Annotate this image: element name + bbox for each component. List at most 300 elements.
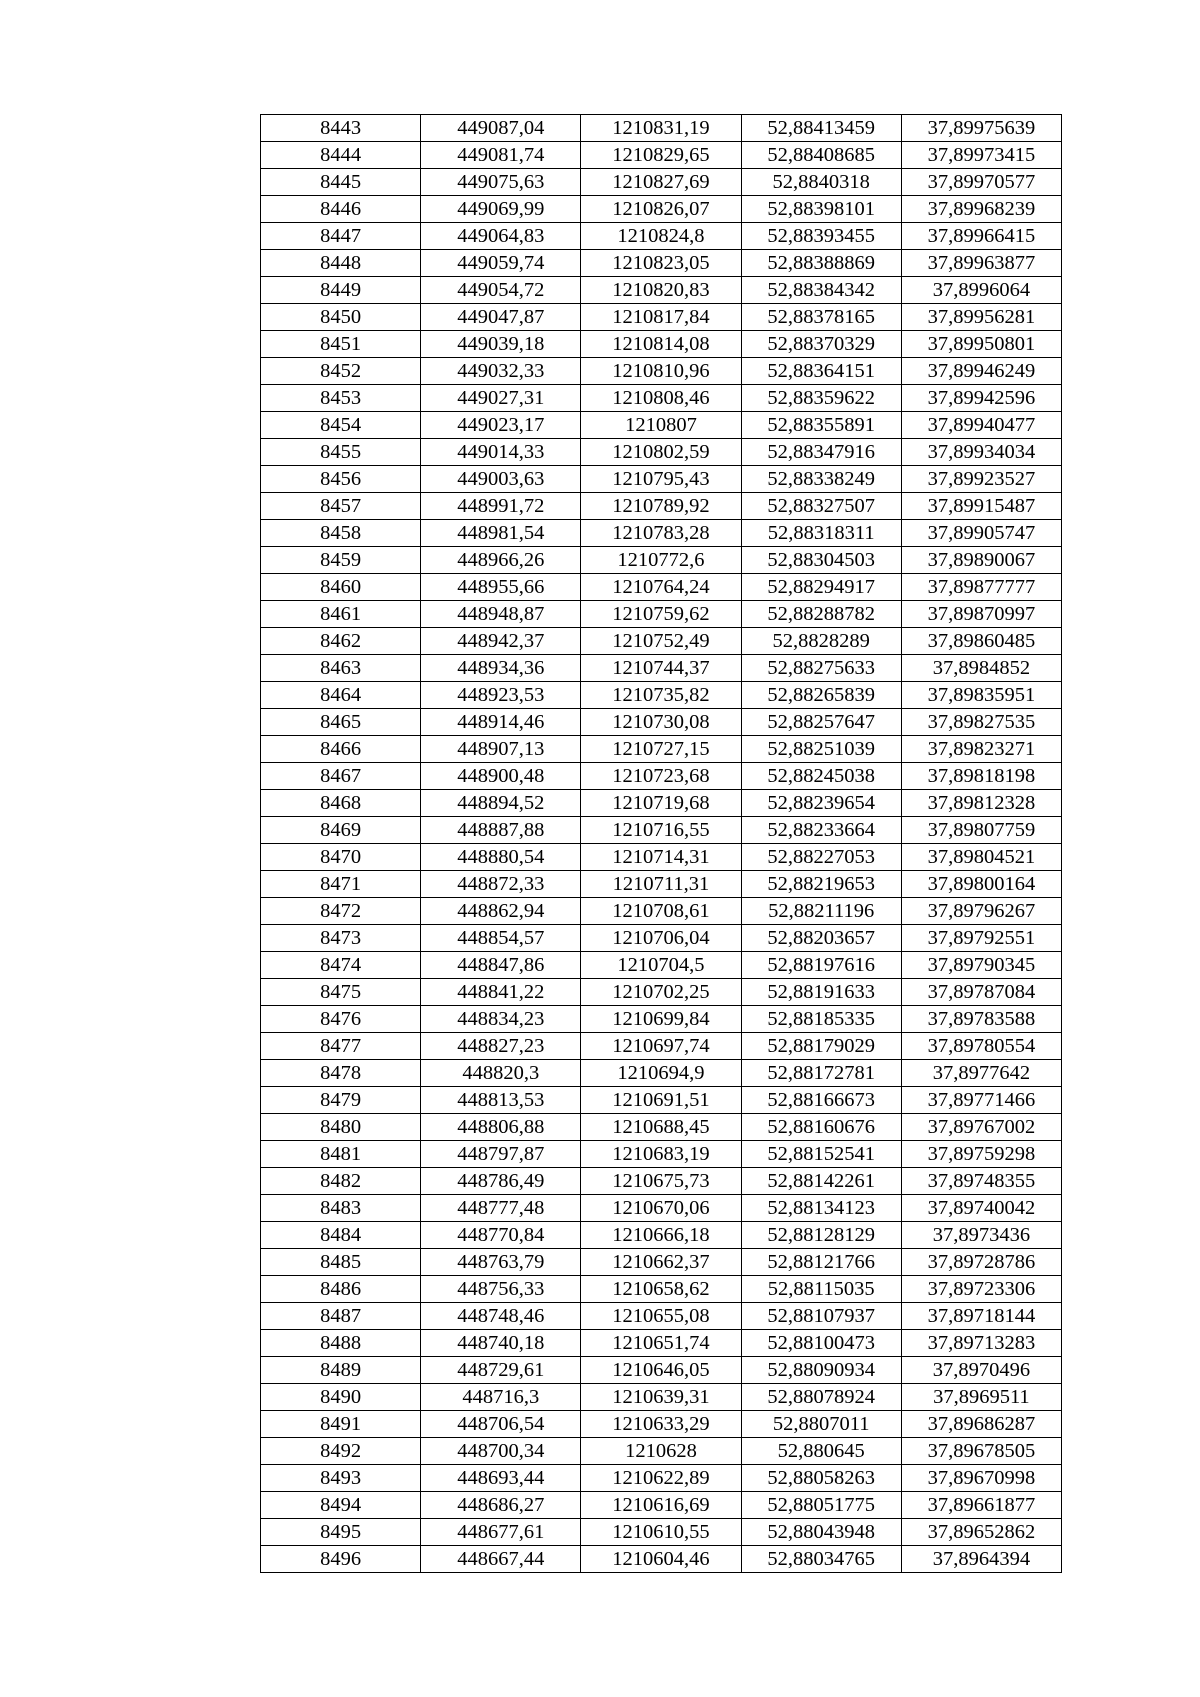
y-coordinate-cell: 1210610,55 [581, 1519, 741, 1546]
x-coordinate-cell: 448797,87 [421, 1141, 581, 1168]
table-row [261, 1060, 1062, 1087]
x-coordinate-cell: 448948,87 [421, 601, 581, 628]
latitude-cell: 52,88211196 [741, 898, 901, 925]
point-number-cell: 8457 [261, 493, 421, 520]
point-number-cell: 8454 [261, 412, 421, 439]
latitude-cell: 52,88257647 [741, 709, 901, 736]
point-number-cell: 8472 [261, 898, 421, 925]
table-row [261, 844, 1062, 871]
table-row [261, 1141, 1062, 1168]
point-number-cell: 8449 [261, 277, 421, 304]
longitude-cell: 37,89740042 [901, 1195, 1061, 1222]
latitude-cell: 52,88107937 [741, 1303, 901, 1330]
x-coordinate-cell: 449027,31 [421, 385, 581, 412]
point-number-cell: 8487 [261, 1303, 421, 1330]
x-coordinate-cell: 448820,3 [421, 1060, 581, 1087]
table-row [261, 601, 1062, 628]
longitude-cell: 37,89905747 [901, 520, 1061, 547]
table-row [261, 304, 1062, 331]
x-coordinate-cell: 448862,94 [421, 898, 581, 925]
longitude-cell: 37,89686287 [901, 1411, 1061, 1438]
x-coordinate-cell: 448887,88 [421, 817, 581, 844]
longitude-cell: 37,89728786 [901, 1249, 1061, 1276]
latitude-cell: 52,88160676 [741, 1114, 901, 1141]
y-coordinate-cell: 1210795,43 [581, 466, 741, 493]
point-number-cell: 8489 [261, 1357, 421, 1384]
table-row [261, 1330, 1062, 1357]
y-coordinate-cell: 1210752,49 [581, 628, 741, 655]
latitude-cell: 52,88128129 [741, 1222, 901, 1249]
point-number-cell: 8477 [261, 1033, 421, 1060]
x-coordinate-cell: 449032,33 [421, 358, 581, 385]
point-number-cell: 8470 [261, 844, 421, 871]
table-row [261, 358, 1062, 385]
longitude-cell: 37,8973436 [901, 1222, 1061, 1249]
x-coordinate-cell: 448686,27 [421, 1492, 581, 1519]
longitude-cell: 37,89678505 [901, 1438, 1061, 1465]
point-number-cell: 8479 [261, 1087, 421, 1114]
table-row [261, 1087, 1062, 1114]
latitude-cell: 52,88388869 [741, 250, 901, 277]
latitude-cell: 52,88058263 [741, 1465, 901, 1492]
table-row [261, 1168, 1062, 1195]
latitude-cell: 52,88239654 [741, 790, 901, 817]
coordinates-table [260, 114, 1062, 1573]
x-coordinate-cell: 449003,63 [421, 466, 581, 493]
table-row [261, 142, 1062, 169]
latitude-cell: 52,88191633 [741, 979, 901, 1006]
y-coordinate-cell: 1210702,25 [581, 979, 741, 1006]
table-row [261, 1465, 1062, 1492]
y-coordinate-cell: 1210820,83 [581, 277, 741, 304]
point-number-cell: 8486 [261, 1276, 421, 1303]
table-row [261, 169, 1062, 196]
y-coordinate-cell: 1210808,46 [581, 385, 741, 412]
longitude-cell: 37,89771466 [901, 1087, 1061, 1114]
table-row [261, 817, 1062, 844]
table-row [261, 682, 1062, 709]
y-coordinate-cell: 1210759,62 [581, 601, 741, 628]
x-coordinate-cell: 448847,86 [421, 952, 581, 979]
x-coordinate-cell: 449023,17 [421, 412, 581, 439]
table-row [261, 763, 1062, 790]
latitude-cell: 52,88121766 [741, 1249, 901, 1276]
longitude-cell: 37,89956281 [901, 304, 1061, 331]
x-coordinate-cell: 448706,54 [421, 1411, 581, 1438]
longitude-cell: 37,89812328 [901, 790, 1061, 817]
latitude-cell: 52,88364151 [741, 358, 901, 385]
table-row [261, 547, 1062, 574]
longitude-cell: 37,8977642 [901, 1060, 1061, 1087]
point-number-cell: 8463 [261, 655, 421, 682]
y-coordinate-cell: 1210639,31 [581, 1384, 741, 1411]
y-coordinate-cell: 1210807 [581, 412, 741, 439]
y-coordinate-cell: 1210662,37 [581, 1249, 741, 1276]
longitude-cell: 37,89796267 [901, 898, 1061, 925]
x-coordinate-cell: 449014,33 [421, 439, 581, 466]
point-number-cell: 8488 [261, 1330, 421, 1357]
point-number-cell: 8455 [261, 439, 421, 466]
y-coordinate-cell: 1210719,68 [581, 790, 741, 817]
longitude-cell: 37,89963877 [901, 250, 1061, 277]
longitude-cell: 37,89940477 [901, 412, 1061, 439]
latitude-cell: 52,88219653 [741, 871, 901, 898]
y-coordinate-cell: 1210827,69 [581, 169, 741, 196]
longitude-cell: 37,89790345 [901, 952, 1061, 979]
x-coordinate-cell: 448716,3 [421, 1384, 581, 1411]
longitude-cell: 37,89915487 [901, 493, 1061, 520]
longitude-cell: 37,89970577 [901, 169, 1061, 196]
x-coordinate-cell: 448981,54 [421, 520, 581, 547]
latitude-cell: 52,88090934 [741, 1357, 901, 1384]
x-coordinate-cell: 448770,84 [421, 1222, 581, 1249]
table-row [261, 1411, 1062, 1438]
longitude-cell: 37,89780554 [901, 1033, 1061, 1060]
point-number-cell: 8461 [261, 601, 421, 628]
point-number-cell: 8494 [261, 1492, 421, 1519]
table-row [261, 115, 1062, 142]
y-coordinate-cell: 1210723,68 [581, 763, 741, 790]
x-coordinate-cell: 448740,18 [421, 1330, 581, 1357]
latitude-cell: 52,8840318 [741, 169, 901, 196]
longitude-cell: 37,89713283 [901, 1330, 1061, 1357]
latitude-cell: 52,88393455 [741, 223, 901, 250]
y-coordinate-cell: 1210704,5 [581, 952, 741, 979]
x-coordinate-cell: 448763,79 [421, 1249, 581, 1276]
longitude-cell: 37,89877777 [901, 574, 1061, 601]
point-number-cell: 8478 [261, 1060, 421, 1087]
latitude-cell: 52,88245038 [741, 763, 901, 790]
point-number-cell: 8466 [261, 736, 421, 763]
longitude-cell: 37,89804521 [901, 844, 1061, 871]
table-row [261, 1438, 1062, 1465]
point-number-cell: 8459 [261, 547, 421, 574]
point-number-cell: 8482 [261, 1168, 421, 1195]
y-coordinate-cell: 1210688,45 [581, 1114, 741, 1141]
table-row [261, 1276, 1062, 1303]
latitude-cell: 52,88197616 [741, 952, 901, 979]
latitude-cell: 52,88304503 [741, 547, 901, 574]
point-number-cell: 8464 [261, 682, 421, 709]
latitude-cell: 52,88355891 [741, 412, 901, 439]
point-number-cell: 8495 [261, 1519, 421, 1546]
longitude-cell: 37,89973415 [901, 142, 1061, 169]
longitude-cell: 37,8969511 [901, 1384, 1061, 1411]
x-coordinate-cell: 448806,88 [421, 1114, 581, 1141]
longitude-cell: 37,8984852 [901, 655, 1061, 682]
point-number-cell: 8462 [261, 628, 421, 655]
longitude-cell: 37,89942596 [901, 385, 1061, 412]
longitude-cell: 37,89968239 [901, 196, 1061, 223]
x-coordinate-cell: 448777,48 [421, 1195, 581, 1222]
x-coordinate-cell: 448729,61 [421, 1357, 581, 1384]
x-coordinate-cell: 448693,44 [421, 1465, 581, 1492]
x-coordinate-cell: 448942,37 [421, 628, 581, 655]
y-coordinate-cell: 1210716,55 [581, 817, 741, 844]
longitude-cell: 37,8970496 [901, 1357, 1061, 1384]
longitude-cell: 37,89835951 [901, 682, 1061, 709]
longitude-cell: 37,89870997 [901, 601, 1061, 628]
table-row [261, 1033, 1062, 1060]
point-number-cell: 8476 [261, 1006, 421, 1033]
longitude-cell: 37,89807759 [901, 817, 1061, 844]
point-number-cell: 8474 [261, 952, 421, 979]
point-number-cell: 8491 [261, 1411, 421, 1438]
point-number-cell: 8480 [261, 1114, 421, 1141]
longitude-cell: 37,89923527 [901, 466, 1061, 493]
x-coordinate-cell: 449069,99 [421, 196, 581, 223]
y-coordinate-cell: 1210655,08 [581, 1303, 741, 1330]
latitude-cell: 52,8828289 [741, 628, 901, 655]
y-coordinate-cell: 1210727,15 [581, 736, 741, 763]
point-number-cell: 8496 [261, 1546, 421, 1573]
latitude-cell: 52,88413459 [741, 115, 901, 142]
point-number-cell: 8493 [261, 1465, 421, 1492]
table-row [261, 925, 1062, 952]
point-number-cell: 8443 [261, 115, 421, 142]
latitude-cell: 52,88034765 [741, 1546, 901, 1573]
table-row [261, 1384, 1062, 1411]
y-coordinate-cell: 1210730,08 [581, 709, 741, 736]
point-number-cell: 8453 [261, 385, 421, 412]
table-row [261, 898, 1062, 925]
latitude-cell: 52,88251039 [741, 736, 901, 763]
y-coordinate-cell: 1210810,96 [581, 358, 741, 385]
y-coordinate-cell: 1210802,59 [581, 439, 741, 466]
point-number-cell: 8447 [261, 223, 421, 250]
longitude-cell: 37,89946249 [901, 358, 1061, 385]
x-coordinate-cell: 448756,33 [421, 1276, 581, 1303]
table-row [261, 1303, 1062, 1330]
longitude-cell: 37,89827535 [901, 709, 1061, 736]
point-number-cell: 8450 [261, 304, 421, 331]
table-row [261, 439, 1062, 466]
y-coordinate-cell: 1210658,62 [581, 1276, 741, 1303]
latitude-cell: 52,88179029 [741, 1033, 901, 1060]
y-coordinate-cell: 1210622,89 [581, 1465, 741, 1492]
x-coordinate-cell: 449059,74 [421, 250, 581, 277]
y-coordinate-cell: 1210699,84 [581, 1006, 741, 1033]
table-row [261, 709, 1062, 736]
table-row [261, 1195, 1062, 1222]
latitude-cell: 52,8807011 [741, 1411, 901, 1438]
table-row [261, 628, 1062, 655]
y-coordinate-cell: 1210735,82 [581, 682, 741, 709]
longitude-cell: 37,89823271 [901, 736, 1061, 763]
longitude-cell: 37,89661877 [901, 1492, 1061, 1519]
table-row [261, 520, 1062, 547]
table-row [261, 1006, 1062, 1033]
point-number-cell: 8471 [261, 871, 421, 898]
coordinates-table-body [261, 115, 1062, 1573]
longitude-cell: 37,89800164 [901, 871, 1061, 898]
longitude-cell: 37,89783588 [901, 1006, 1061, 1033]
x-coordinate-cell: 449087,04 [421, 115, 581, 142]
longitude-cell: 37,89860485 [901, 628, 1061, 655]
latitude-cell: 52,88327507 [741, 493, 901, 520]
y-coordinate-cell: 1210697,74 [581, 1033, 741, 1060]
y-coordinate-cell: 1210744,37 [581, 655, 741, 682]
table-row [261, 277, 1062, 304]
point-number-cell: 8492 [261, 1438, 421, 1465]
latitude-cell: 52,88408685 [741, 142, 901, 169]
latitude-cell: 52,88185335 [741, 1006, 901, 1033]
x-coordinate-cell: 448667,44 [421, 1546, 581, 1573]
latitude-cell: 52,88347916 [741, 439, 901, 466]
y-coordinate-cell: 1210670,06 [581, 1195, 741, 1222]
y-coordinate-cell: 1210691,51 [581, 1087, 741, 1114]
point-number-cell: 8446 [261, 196, 421, 223]
y-coordinate-cell: 1210783,28 [581, 520, 741, 547]
x-coordinate-cell: 448854,57 [421, 925, 581, 952]
table-row [261, 952, 1062, 979]
point-number-cell: 8475 [261, 979, 421, 1006]
latitude-cell: 52,88288782 [741, 601, 901, 628]
table-row [261, 1357, 1062, 1384]
point-number-cell: 8451 [261, 331, 421, 358]
table-row [261, 223, 1062, 250]
x-coordinate-cell: 448907,13 [421, 736, 581, 763]
table-row [261, 250, 1062, 277]
x-coordinate-cell: 448991,72 [421, 493, 581, 520]
longitude-cell: 37,89723306 [901, 1276, 1061, 1303]
y-coordinate-cell: 1210604,46 [581, 1546, 741, 1573]
latitude-cell: 52,88078924 [741, 1384, 901, 1411]
latitude-cell: 52,88134123 [741, 1195, 901, 1222]
table-row [261, 1114, 1062, 1141]
y-coordinate-cell: 1210823,05 [581, 250, 741, 277]
point-number-cell: 8469 [261, 817, 421, 844]
latitude-cell: 52,88318311 [741, 520, 901, 547]
table-row [261, 655, 1062, 682]
x-coordinate-cell: 449039,18 [421, 331, 581, 358]
table-row [261, 736, 1062, 763]
point-number-cell: 8452 [261, 358, 421, 385]
y-coordinate-cell: 1210708,61 [581, 898, 741, 925]
x-coordinate-cell: 448955,66 [421, 574, 581, 601]
x-coordinate-cell: 448748,46 [421, 1303, 581, 1330]
point-number-cell: 8485 [261, 1249, 421, 1276]
latitude-cell: 52,88398101 [741, 196, 901, 223]
y-coordinate-cell: 1210789,92 [581, 493, 741, 520]
table-row [261, 790, 1062, 817]
table-row [261, 1519, 1062, 1546]
latitude-cell: 52,880645 [741, 1438, 901, 1465]
longitude-cell: 37,89792551 [901, 925, 1061, 952]
y-coordinate-cell: 1210666,18 [581, 1222, 741, 1249]
point-number-cell: 8468 [261, 790, 421, 817]
table-row [261, 1492, 1062, 1519]
y-coordinate-cell: 1210694,9 [581, 1060, 741, 1087]
y-coordinate-cell: 1210646,05 [581, 1357, 741, 1384]
point-number-cell: 8490 [261, 1384, 421, 1411]
point-number-cell: 8444 [261, 142, 421, 169]
x-coordinate-cell: 449075,63 [421, 169, 581, 196]
latitude-cell: 52,88227053 [741, 844, 901, 871]
latitude-cell: 52,88051775 [741, 1492, 901, 1519]
table-row [261, 331, 1062, 358]
table-row [261, 1249, 1062, 1276]
x-coordinate-cell: 448834,23 [421, 1006, 581, 1033]
latitude-cell: 52,88275633 [741, 655, 901, 682]
longitude-cell: 37,89966415 [901, 223, 1061, 250]
x-coordinate-cell: 448786,49 [421, 1168, 581, 1195]
y-coordinate-cell: 1210814,08 [581, 331, 741, 358]
y-coordinate-cell: 1210714,31 [581, 844, 741, 871]
point-number-cell: 8481 [261, 1141, 421, 1168]
longitude-cell: 37,89759298 [901, 1141, 1061, 1168]
y-coordinate-cell: 1210711,31 [581, 871, 741, 898]
point-number-cell: 8467 [261, 763, 421, 790]
longitude-cell: 37,89787084 [901, 979, 1061, 1006]
longitude-cell: 37,89818198 [901, 763, 1061, 790]
x-coordinate-cell: 448966,26 [421, 547, 581, 574]
x-coordinate-cell: 448914,46 [421, 709, 581, 736]
x-coordinate-cell: 448700,34 [421, 1438, 581, 1465]
point-number-cell: 8445 [261, 169, 421, 196]
table-row [261, 196, 1062, 223]
y-coordinate-cell: 1210628 [581, 1438, 741, 1465]
latitude-cell: 52,88384342 [741, 277, 901, 304]
longitude-cell: 37,89767002 [901, 1114, 1061, 1141]
latitude-cell: 52,88378165 [741, 304, 901, 331]
point-number-cell: 8458 [261, 520, 421, 547]
latitude-cell: 52,88265839 [741, 682, 901, 709]
longitude-cell: 37,89670998 [901, 1465, 1061, 1492]
y-coordinate-cell: 1210772,6 [581, 547, 741, 574]
longitude-cell: 37,89950801 [901, 331, 1061, 358]
x-coordinate-cell: 448677,61 [421, 1519, 581, 1546]
x-coordinate-cell: 448900,48 [421, 763, 581, 790]
table-row [261, 1546, 1062, 1573]
point-number-cell: 8483 [261, 1195, 421, 1222]
x-coordinate-cell: 448894,52 [421, 790, 581, 817]
latitude-cell: 52,88142261 [741, 1168, 901, 1195]
longitude-cell: 37,89748355 [901, 1168, 1061, 1195]
x-coordinate-cell: 448934,36 [421, 655, 581, 682]
latitude-cell: 52,88043948 [741, 1519, 901, 1546]
x-coordinate-cell: 448841,22 [421, 979, 581, 1006]
y-coordinate-cell: 1210651,74 [581, 1330, 741, 1357]
table-row [261, 385, 1062, 412]
table-row [261, 871, 1062, 898]
x-coordinate-cell: 449047,87 [421, 304, 581, 331]
x-coordinate-cell: 449054,72 [421, 277, 581, 304]
y-coordinate-cell: 1210764,24 [581, 574, 741, 601]
x-coordinate-cell: 449081,74 [421, 142, 581, 169]
point-number-cell: 8473 [261, 925, 421, 952]
point-number-cell: 8465 [261, 709, 421, 736]
y-coordinate-cell: 1210683,19 [581, 1141, 741, 1168]
table-row [261, 1222, 1062, 1249]
latitude-cell: 52,88172781 [741, 1060, 901, 1087]
latitude-cell: 52,88152541 [741, 1141, 901, 1168]
y-coordinate-cell: 1210616,69 [581, 1492, 741, 1519]
latitude-cell: 52,88115035 [741, 1276, 901, 1303]
longitude-cell: 37,89890067 [901, 547, 1061, 574]
latitude-cell: 52,88166673 [741, 1087, 901, 1114]
table-row [261, 466, 1062, 493]
y-coordinate-cell: 1210824,8 [581, 223, 741, 250]
longitude-cell: 37,8964394 [901, 1546, 1061, 1573]
latitude-cell: 52,88100473 [741, 1330, 901, 1357]
x-coordinate-cell: 449064,83 [421, 223, 581, 250]
latitude-cell: 52,88338249 [741, 466, 901, 493]
point-number-cell: 8448 [261, 250, 421, 277]
table-row [261, 574, 1062, 601]
y-coordinate-cell: 1210675,73 [581, 1168, 741, 1195]
latitude-cell: 52,88359622 [741, 385, 901, 412]
